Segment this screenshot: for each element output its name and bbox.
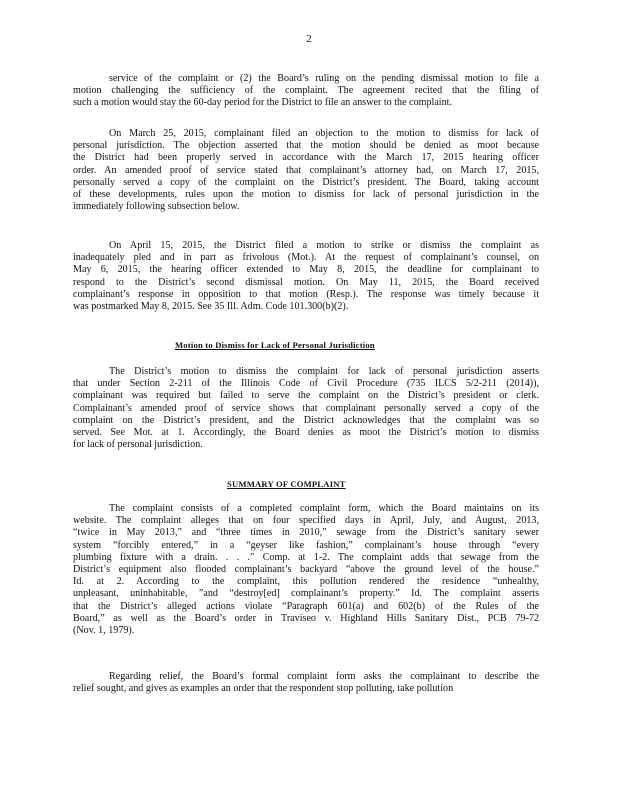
text-line: personally served a copy of the complaint on the District’s president. The Board, taking account [73,176,539,188]
text-line: “twice in May 2013,” and “three times in 2010,” sewage from the District’s sanitary sewer [73,527,539,539]
text-line: motion challenging the sufficiency of the complaint. The agreement recited that the filing of [73,85,539,97]
text-line: the District had been properly served in accordance with the March 17, 2015 hearing officer [73,152,539,164]
text-line: unpleasant, uninhabitable, ”and “destroy[ed] complainant’s property.” Id. The complaint asserts [73,588,539,600]
text-line: complainant was required but failed to serve the complaint on the District’s president or clerk. [73,390,539,402]
text-line: was postmarked May 8, 2015. See 35 Ill. Adm. Code 101.300(b)(2). [73,301,349,313]
text-line: complainant’s response in opposition to that motion (Resp.). The response was timely because it [73,288,539,300]
text-line: system “forcibly entered,” in a “geyser like fashion,” complainant’s house through “every [73,539,539,551]
text-line: Board,” as well as the Board’s order in Traviseo v. Highland Hills Sanitary Dist., PCB 79-72 [73,612,539,624]
text-line: Complainant’s amended proof of service shows that complainant personally served a copy of the [73,402,539,414]
section-heading: Motion to Dismiss for Lack of Personal Jurisdiction [175,340,375,350]
text-line: plumbing fixture with a drain. . . .” Comp. at 1-2. The complaint adds that sewage from the [73,551,539,563]
text-line: that under Section 2-211 of the Illinois Code of Civil Procedure (735 ILCS 5/2-211 (2014)), [73,378,539,390]
paragraph [73,366,539,451]
paragraph [73,73,539,110]
text-line: The District’s motion to dismiss the complaint for lack of personal jurisdiction asserts [109,366,539,377]
text-line: immediately following subsection below. [73,201,240,213]
text-line: personal jurisdiction. The objection asserted that the motion should be denied as moot because [73,140,539,152]
text-line: complaint on the District’s president, and the District acknowledges that the complaint was so [73,414,539,426]
text-line: Id. at 2. According to the complaint, this pollution rendered the residence “unhealthy, [73,576,539,588]
text-line: (Nov. 1, 1979). [73,625,135,637]
section-heading: SUMMARY OF COMPLAINT [227,479,346,489]
text-line: that the District’s alleged actions violate “Paragraph 601(a) and 602(b) of the Rules of the [73,600,539,612]
text-line: relief sought, and gives as examples an order that the respondent stop polluting, take pollution [73,683,454,695]
page-number: 2 [306,33,312,45]
paragraph [73,128,539,213]
text-line: Regarding relief, the Board’s formal complaint form asks the complainant to describe the [109,671,539,682]
text-line: On April 15, 2015, the District filed a motion to strike or dismiss the complaint as [109,240,539,251]
text-line: served. See Mot. at 1. Accordingly, the Board denies as moot the District’s motion to dismiss [73,427,539,439]
text-line: inadequately pled and in part as frivolous (Mot.). At the request of complainant’s counsel, on [73,252,539,264]
paragraph [73,671,539,695]
text-line: On March 25, 2015, complainant filed an objection to the motion to dismiss for lack of [109,128,539,139]
paragraph [73,503,539,637]
text-line: respond to the District’s second dismissal motion. On May 11, 2015, the Board received [73,276,539,288]
text-line: May 6, 2015, the hearing officer extended to May 8, 2015, the deadline for complainant to [73,264,539,276]
text-line: service of the complaint or (2) the Board’s ruling on the pending dismissal motion to file a [109,73,539,84]
paragraph [73,240,539,313]
text-line: The complaint consists of a completed complaint form, which the Board maintains on its [109,503,539,514]
text-line: of these developments, rules upon the motion to dismiss for lack of personal jurisdiction in the [73,189,539,201]
text-line: for lack of personal jurisdiction. [73,439,203,451]
text-line: such a motion would stay the 60-day period for the District to file an answer to the complaint. [73,97,452,109]
text-line: website. The complaint alleges that on four specified days in April, July, and August, 2013, [73,515,539,527]
text-line: order. An amended proof of service stated that complainant’s attorney had, on March 17, 2015, [73,164,539,176]
text-line: District’s equipment also flooded complainant’s backyard “above the ground level of the house.” [73,564,539,576]
